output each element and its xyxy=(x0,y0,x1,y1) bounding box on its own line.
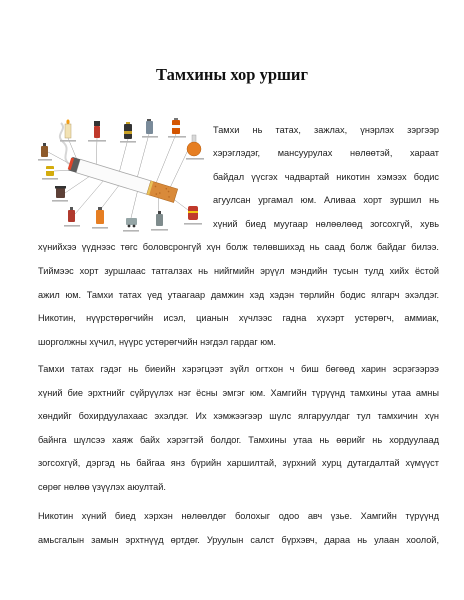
paragraph-line: байдал үүсгэх чадвартай никотин хэмээх бодис xyxy=(213,171,439,182)
connector-line xyxy=(154,134,176,188)
illustration-canvas xyxy=(38,118,206,240)
paragraph-line: амьсгалын замын эрхтнүүд өртдөг. Уруулын салст бүрхэвч, дараа нь улаан хоолой, xyxy=(38,534,439,545)
paragraph-line: агуулсан ургамал юм. Аливаа хорт зуршил нь xyxy=(213,195,439,206)
connector-line xyxy=(100,184,120,210)
cigarette-chemicals-illustration xyxy=(38,118,206,240)
connector-line xyxy=(136,134,149,182)
paragraph-line: хүний биед муугаар нөлөөлөөд зогсохгүй, хувь xyxy=(213,218,439,229)
paragraph-line: шорголжны хүчил, нүүрс устөрөгчийн нэгдэл гардаг юм. xyxy=(38,337,276,348)
paragraph-1 xyxy=(38,236,439,355)
paragraph-1-beside-figure xyxy=(213,119,439,236)
paragraph-line: ажил юм. Тамхи татах үед утаагаар дамжин хэд хэдэн төрлийн бодис ялгарч эхэлдэг. xyxy=(38,289,439,300)
paragraph-line: Тиймээс хорт зуршлаас татгалзах нь нийгмийн эрүүл мэндийн тусын тулд хийх ёстой xyxy=(38,265,439,276)
paragraph-line: хэрэглэдэг, мансуурулах нөлөөтэй, хараат xyxy=(213,148,439,159)
page-title: Тамхины хор уршиг xyxy=(156,65,308,84)
brown-bottle-icon xyxy=(41,143,48,157)
paragraph-line: хүнийхээ үүднээс төгс боловсронгүй хүн болж төлөвшихэд нь саад болж байдаг билээ. xyxy=(38,242,439,252)
paragraph-line: Никотин, нүүрстөрөгчийн исэл, цианын хүчлээс гадна хүхэрт устөрөгч, аммиак, xyxy=(38,313,439,324)
red-tube-icon xyxy=(94,121,100,138)
lighter-icon xyxy=(146,119,153,134)
paragraph-line: зогсохгүй, дэргэд нь байгаа янз бүрийн харшилтай, зүрхний хурц дутагдалтай хүмүүст xyxy=(38,458,439,468)
yellow-can-icon xyxy=(46,166,54,176)
small-red-bottle-icon xyxy=(68,207,75,222)
cigarette-icon xyxy=(67,157,177,203)
paragraph-line: сөрөг нөлөө үзүүлэх аюултай. xyxy=(38,481,166,492)
red-can-icon xyxy=(188,206,198,220)
flask-icon xyxy=(187,135,201,156)
paragraph-line: байнга шүлсээ хаяж байх хэрэгтэй болдог. Тамхины утаа нь өөрийг нь хордуулаад xyxy=(38,434,439,445)
battery-icon xyxy=(124,122,132,139)
paragraph-2 xyxy=(38,358,439,499)
grey-bottle-icon xyxy=(156,211,163,226)
candle-icon xyxy=(65,119,71,138)
spray-can-icon xyxy=(172,118,180,134)
gadget-icon xyxy=(126,218,137,227)
paragraph-line: Тамхи нь татах, зажлах, үнэрлэх зэргээр xyxy=(213,125,439,135)
cigarette-body xyxy=(76,159,151,194)
paragraph-line: Тамхи татах гэдэг нь биеийн хэрэгцээт зүйл огтхон ч биш бөгөөд харин эсрэгээрээ xyxy=(38,364,439,374)
paragraph-line: хүний бие эрхтнийг сүйрүүлэх нэг ёсны эмгэг юм. Хамгийн түрүүнд тамхины утаа амны xyxy=(38,387,439,398)
connector-line xyxy=(131,189,138,218)
dark-jar-icon xyxy=(55,186,66,198)
connector-line xyxy=(65,176,90,193)
paragraph-line: хөндийг бохирдуулахаас эхэлдэг. Их хэмжээгээр шүлс ялгаруулдаг тул тамхичин хүн xyxy=(38,411,439,421)
paragraph-3 xyxy=(38,505,439,552)
paragraph-line: Никотин хүний биед хэрхэн нөлөөлдөг болохыг одоо авч үзье. Хамгийн түрүүнд xyxy=(38,511,439,521)
connector-line xyxy=(168,150,188,192)
orange-bottle-icon xyxy=(96,207,104,224)
